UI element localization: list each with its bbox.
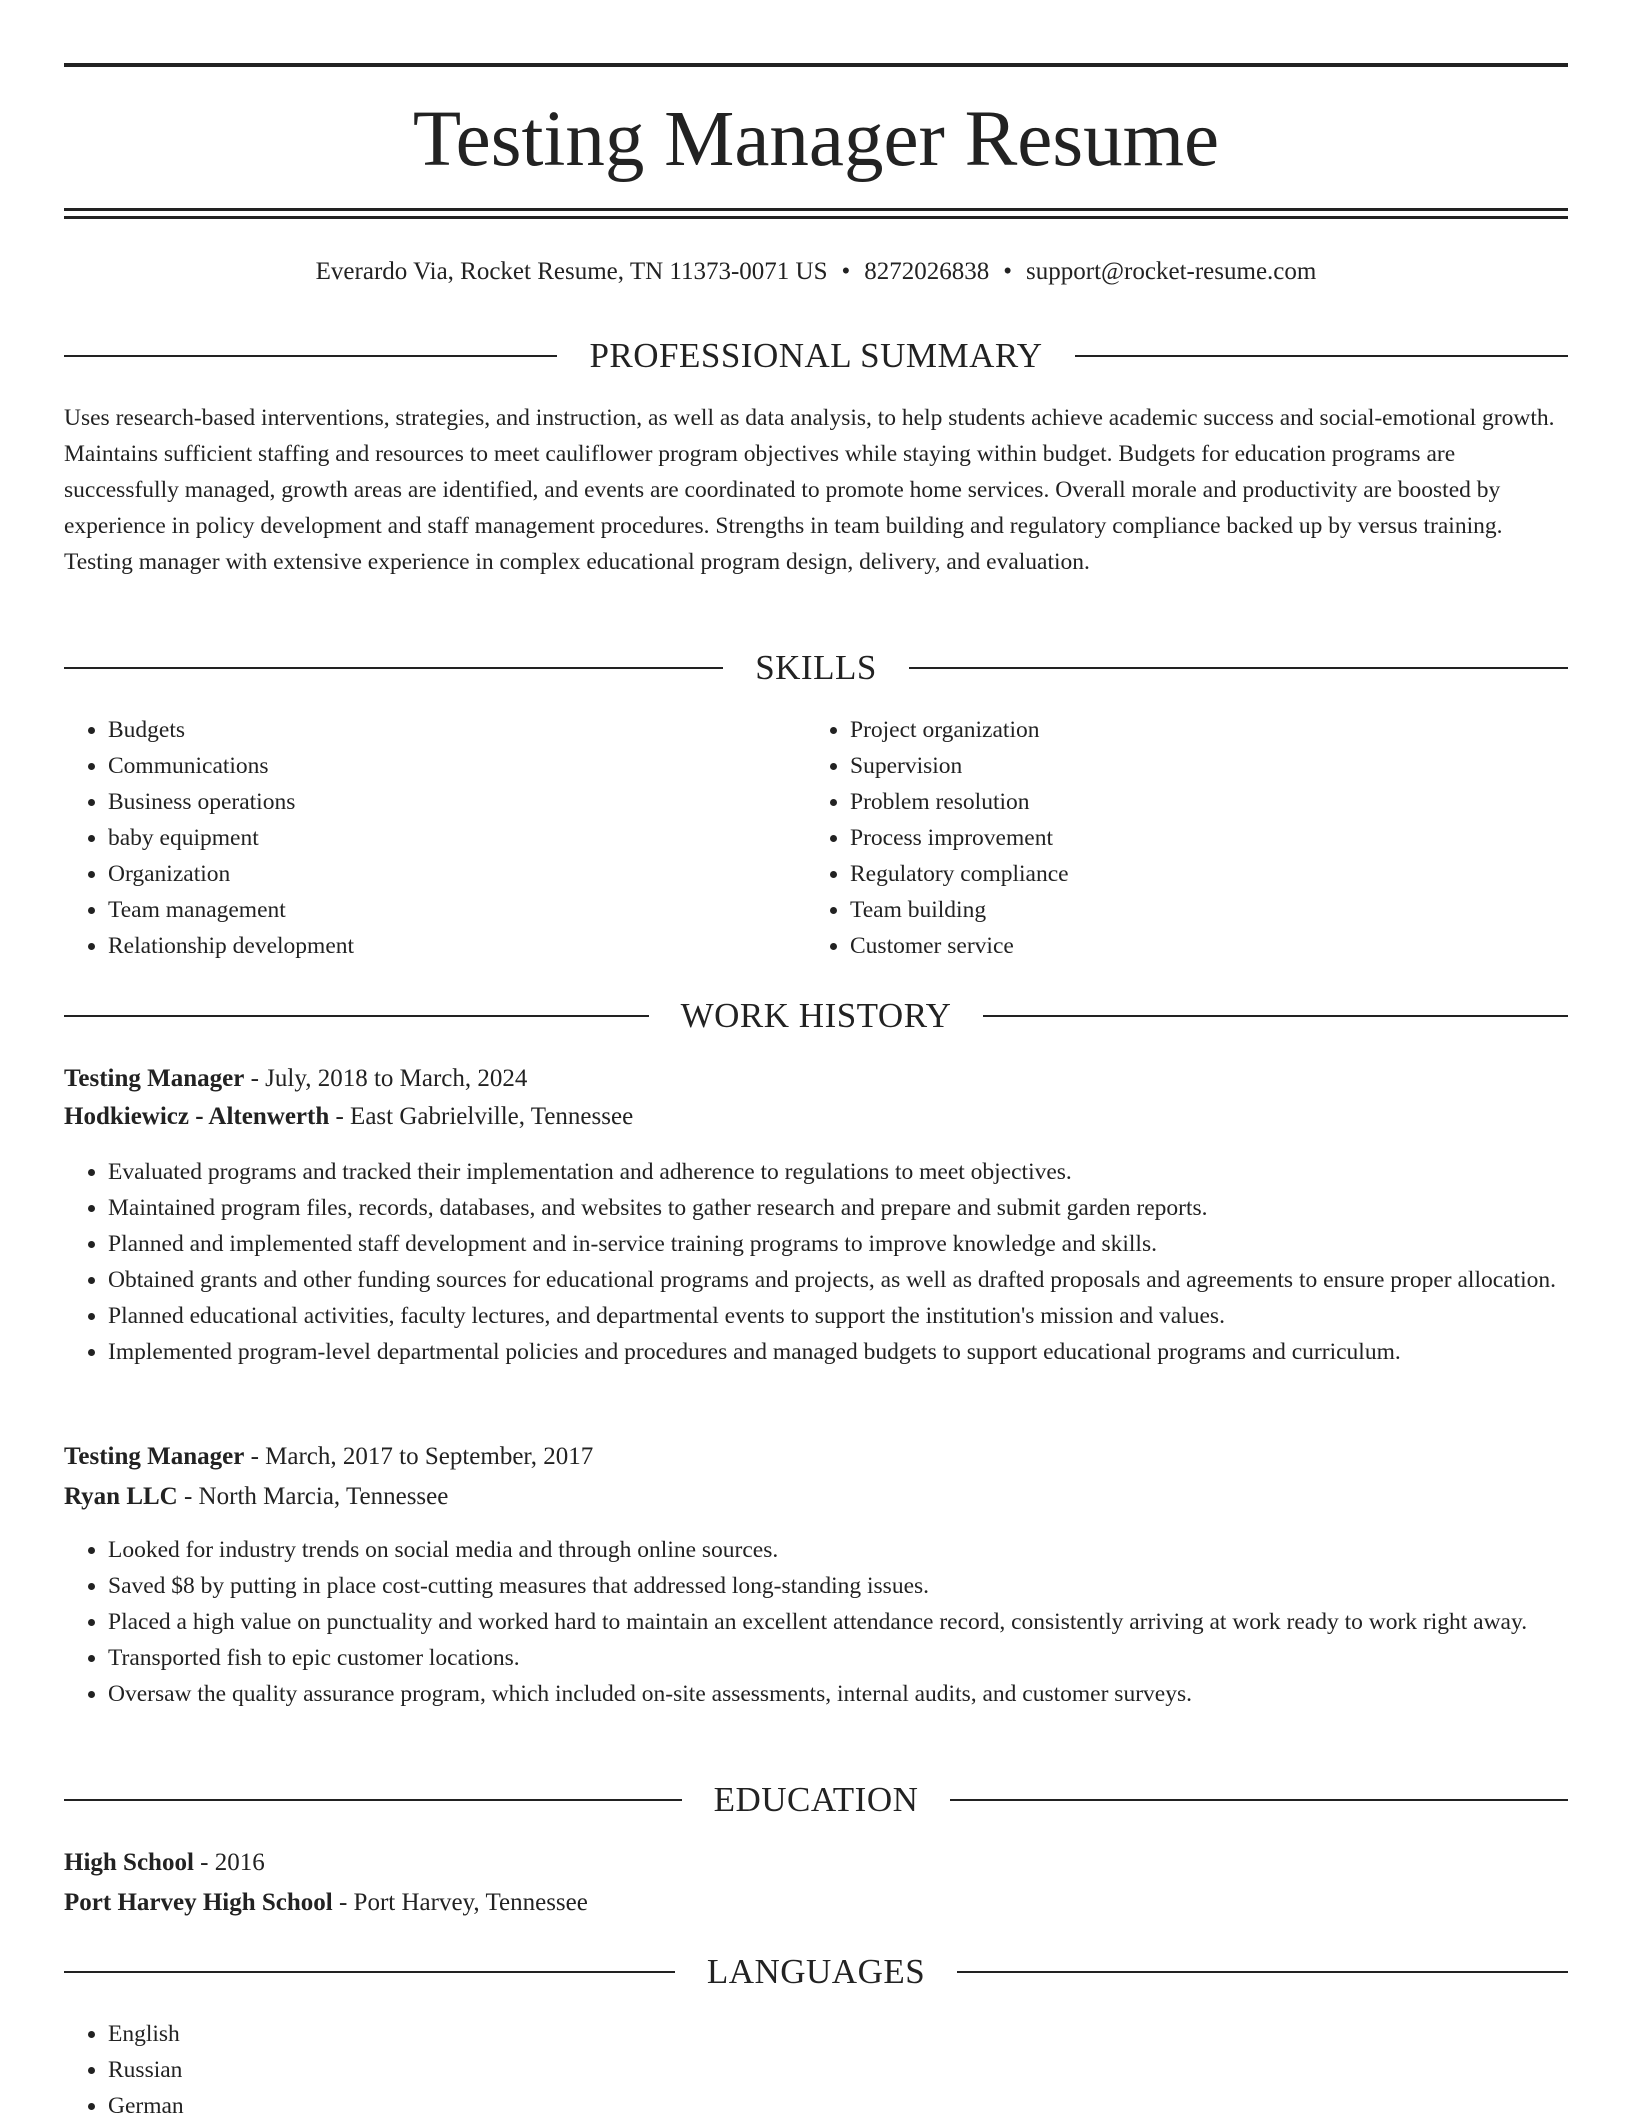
job-company: Hodkiewicz - Altenwerth [64, 1103, 330, 1130]
skills-heading [64, 646, 1568, 690]
summary-heading-label: PROFESSIONAL SUMMARY [589, 336, 1043, 375]
languages-list [64, 2016, 1568, 2124]
job-dates: - July, 2018 to March, 2024 [244, 1065, 528, 1092]
skill-item: • baby equipment [108, 820, 804, 856]
contact-line [64, 254, 1568, 290]
heading-rule [64, 355, 557, 357]
heading-rule [64, 1799, 682, 1801]
duty-item: • Implemented program-level departmental policies and procedures and managed budgets to support educational programs and curriculum. [108, 1334, 1568, 1370]
job-1-duty-list [64, 1154, 1568, 1370]
contact-address: Everardo Via, Rocket Resume, TN 11373-0071 US [315, 258, 828, 285]
job-dates: - March, 2017 to September, 2017 [244, 1443, 594, 1470]
skill-item: • Regulatory compliance [850, 856, 1546, 892]
skill-item: • Business operations [108, 784, 804, 820]
education-year: - 2016 [193, 1849, 265, 1876]
heading-rule [909, 667, 1568, 669]
heading-rule [957, 1971, 1568, 1973]
duty-item: • Oversaw the quality assurance program, which included on-site assessments, internal audits, and customer surveys. [108, 1676, 1568, 1712]
education-degree: High School [64, 1849, 194, 1876]
work-heading-label: WORK HISTORY [680, 996, 952, 1035]
top-rule [64, 63, 1568, 67]
heading-rule [64, 667, 723, 669]
education-heading [64, 1778, 1568, 1822]
language-item: • Russian [108, 2052, 1568, 2088]
job-1-title-line [64, 1061, 1568, 1097]
summary-text: Uses research-based interventions, strategies, and instruction, as well as data analysis, to help students achieve academic success and social-emotional growth. Maintains sufficient staffing and resources to meet cauliflower program objectives while staying within budget. Budgets for education programs are successfully managed, growth areas are identified, and events are coordinated to promote home services. Overall morale and productivity are boosted by experience in policy development and staff management procedures. Strengths in team building and regulatory compliance backed up by versus training. Testing manager with extensive experience in complex educational program design, delivery, and evaluation. [64, 405, 1555, 575]
skill-item: • Supervision [850, 748, 1546, 784]
duty-item: • Placed a high value on punctuality and worked hard to maintain an excellent attendance record, consistently arriving at work ready to work right away. [108, 1604, 1568, 1640]
job-2-duties [64, 1532, 1568, 1712]
duty-item: • Saved $8 by putting in place cost-cutting measures that addressed long-standing issues. [108, 1568, 1568, 1604]
languages-heading [64, 1950, 1568, 1994]
education-heading-label: EDUCATION [713, 1780, 919, 1819]
education-school-line [64, 1885, 1568, 1921]
contact-separator: • [841, 258, 851, 285]
job-location: - East Gabrielville, Tennessee [329, 1103, 634, 1130]
contact-email: support@rocket-resume.com [1026, 258, 1317, 285]
language-item: • German [108, 2088, 1568, 2124]
heading-rule [1075, 355, 1568, 357]
job-title: Testing Manager [64, 1443, 245, 1470]
title-rule-upper [64, 208, 1568, 211]
duty-item: • Transported fish to epic customer locations. [108, 1640, 1568, 1676]
skill-item: • Problem resolution [850, 784, 1546, 820]
duty-item: • Evaluated programs and tracked their implementation and adherence to regulations to meet objectives. [108, 1154, 1568, 1190]
heading-rule [983, 1015, 1568, 1017]
duty-item: • Maintained program files, records, databases, and websites to gather research and prepare and submit garden reports. [108, 1190, 1568, 1226]
skills-left-list [64, 712, 804, 964]
heading-rule [64, 1971, 675, 1973]
contact-separator: • [1003, 258, 1013, 285]
education-location: - Port Harvey, Tennessee [332, 1889, 588, 1916]
job-1-duties [64, 1154, 1568, 1370]
languages-heading-label: LANGUAGES [706, 1952, 926, 1991]
job-title: Testing Manager [64, 1065, 245, 1092]
languages-list-wrap [64, 2016, 1568, 2124]
work-heading [64, 994, 1568, 1038]
summary-heading [64, 334, 1568, 378]
skills-left-column [64, 712, 804, 964]
job-2-duty-list [64, 1532, 1568, 1712]
skill-item: • Team management [108, 892, 804, 928]
contact-phone: 8272026838 [864, 258, 990, 285]
duty-item: • Planned educational activities, faculty lectures, and departmental events to support the institution's mission and values. [108, 1298, 1568, 1334]
job-company: Ryan LLC [64, 1483, 178, 1510]
skill-item: • Communications [108, 748, 804, 784]
skill-item: • Organization [108, 856, 804, 892]
heading-rule [64, 1015, 649, 1017]
heading-rule [950, 1799, 1568, 1801]
skill-item: • Relationship development [108, 928, 804, 964]
job-2-title-line [64, 1439, 1568, 1475]
language-item: • English [108, 2016, 1568, 2052]
job-2-company-line [64, 1479, 1568, 1515]
job-1-company-line [64, 1099, 1568, 1135]
skill-item: • Team building [850, 892, 1546, 928]
skill-item: • Process improvement [850, 820, 1546, 856]
duty-item: • Obtained grants and other funding sources for educational programs and projects, as well as drafted proposals and agreements to ensure proper allocation. [108, 1262, 1568, 1298]
skill-item: • Customer service [850, 928, 1546, 964]
resume-title: Testing Manager Resume [412, 96, 1220, 183]
skills-right-list [806, 712, 1546, 964]
skills-right-column [806, 712, 1546, 964]
duty-item: • Looked for industry trends on social media and through online sources. [108, 1532, 1568, 1568]
education-school: Port Harvey High School [64, 1889, 333, 1916]
title-rule-lower [64, 216, 1568, 219]
education-degree-line [64, 1845, 1568, 1881]
skill-item: • Budgets [108, 712, 804, 748]
skills-heading-label: SKILLS [755, 648, 877, 687]
duty-item: • Planned and implemented staff development and in-service training programs to improve knowledge and skills. [108, 1226, 1568, 1262]
job-location: - North Marcia, Tennessee [177, 1483, 449, 1510]
skill-item: • Project organization [850, 712, 1546, 748]
